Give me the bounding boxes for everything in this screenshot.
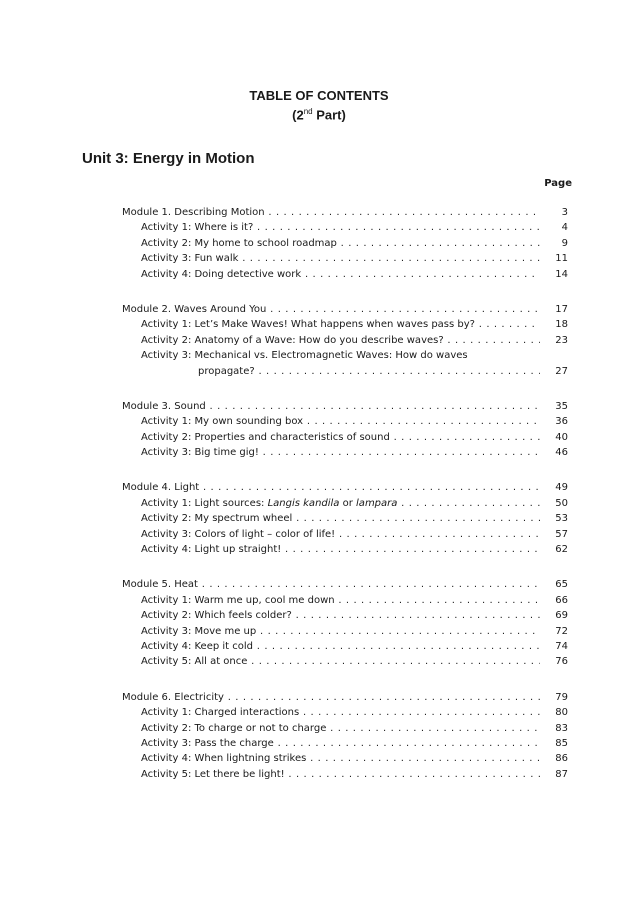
toc-activity-row[interactable] [0,608,638,623]
toc-activity-row-label: Activity 2: My home to school roadmap . . . [141,236,540,251]
toc-activity-row-page: 80 [555,707,568,719]
toc-activity-row-page: 66 [555,594,568,606]
toc-activity-row[interactable] [0,593,638,608]
toc-activity-continuation-page: 27 [555,365,568,377]
toc-module-row[interactable] [0,205,638,220]
toc-module-row[interactable] [0,399,638,414]
toc-module-row-label: Module 3. Sound . . . [122,399,540,414]
toc-activity-row[interactable] [0,317,638,332]
toc-activity-row[interactable] [0,348,638,363]
toc-activity-row-label: Activity 3: Mechanical vs. Electromagnetic Waves: How do waves [141,350,468,362]
toc-activity-row-label: Activity 1: Let’s Make Waves! What happens when waves pass by? . . . [141,317,540,332]
toc-activity-row-page: 18 [555,319,568,331]
toc-subtitle [0,107,638,122]
toc-activity-row-label: Activity 3: Fun walk . . . [141,251,540,266]
toc-activity-row[interactable] [0,445,638,460]
toc-activity-row-label: Activity 4: Light up straight! . . . [141,542,540,557]
toc-module-row-page: 17 [555,303,568,315]
toc-activity-row[interactable] [0,542,638,557]
toc-activity-row[interactable] [0,654,638,669]
toc-module-row-page: 65 [555,579,568,591]
toc-activity-row-page: 36 [555,416,568,428]
toc-activity-row[interactable] [0,267,638,282]
subtitle-suffix: Part) [312,107,346,123]
toc-activity-row[interactable] [0,251,638,266]
toc-activity-row-page: 74 [555,640,568,652]
toc-activity-row-page: 40 [555,431,568,443]
toc-activity-row[interactable] [0,496,638,511]
unit-heading: Unit 3: Energy in Motion [82,150,255,167]
toc-module-row[interactable] [0,302,638,317]
toc-activity-row-label: Activity 4: Doing detective work . . . [141,267,540,282]
toc-module [0,205,638,282]
toc-activity-row-page: 11 [555,253,568,265]
toc-activity-continuation[interactable] [0,364,638,379]
toc-activity-row-page: 14 [555,268,568,280]
toc-activity-row-label: Activity 2: To charge or not to charge . . . [141,721,540,736]
toc-activity-row-label: Activity 2: Properties and characteristics of sound . . . [141,430,540,445]
toc-activity-row-label: Activity 3: Pass the charge . . . [141,736,540,751]
toc-activity-row-label: Activity 3: Move me up . . . [141,624,540,639]
toc-activity-row[interactable] [0,751,638,766]
toc-module-row[interactable] [0,480,638,495]
toc-activity-row[interactable] [0,736,638,751]
toc-activity-row-label: Activity 5: All at once . . . [141,654,540,669]
toc-title: TABLE OF CONTENTS [249,88,389,103]
toc-module-row[interactable] [0,577,638,592]
toc-module-row-label: Module 4. Light . . . [122,480,540,495]
toc-activity-row-page: 9 [561,237,568,249]
toc-module-row-label: Module 1. Describing Motion . . . [122,205,540,220]
toc-activity-row[interactable] [0,639,638,654]
toc-activity-row-page: 57 [555,528,568,540]
toc-activity-row[interactable] [0,220,638,235]
toc-activity-row-page: 85 [555,737,568,749]
toc-activity-row[interactable] [0,333,638,348]
toc-activity-row-label: Activity 1: Light sources: Langis kandila or lampara . . . [141,496,540,511]
toc-module-row-page: 3 [561,207,568,218]
toc-activity-row-label: Activity 2: Which feels colder? . . . [141,608,540,623]
toc-module-row-label: Module 6. Electricity . . . [122,690,540,705]
toc-activity-row-page: 76 [555,656,568,668]
toc-module-row[interactable] [0,690,638,705]
toc-list [0,205,638,802]
toc-activity-row-label: Activity 1: Charged interactions . . . [141,705,540,720]
toc-activity-row-label: Activity 1: Where is it? . . . [141,220,540,235]
toc-activity-row-label: Activity 5: Let there be light! . . . [141,767,540,782]
toc-activity-row-page: 53 [555,513,568,525]
toc-activity-row-page: 83 [555,722,568,734]
toc-activity-row[interactable] [0,721,638,736]
toc-activity-row-page: 87 [555,768,568,780]
toc-activity-row-page: 86 [555,753,568,765]
toc-activity-row-label: Activity 4: When lightning strikes . . . [141,751,540,766]
toc-activity-row-label: Activity 4: Keep it cold . . . [141,639,540,654]
toc-activity-row[interactable] [0,236,638,251]
subtitle-sup: nd [303,107,313,116]
toc-module-row-label: Module 2. Waves Around You . . . [122,302,540,317]
toc-activity-row-label: Activity 2: Anatomy of a Wave: How do you describe waves? . . . [141,333,540,348]
toc-module-row-label: Module 5. Heat . . . [122,577,540,592]
toc-activity-row-label: Activity 3: Colors of light – color of life! . . . [141,527,540,542]
toc-module [0,577,638,669]
toc-activity-row[interactable] [0,705,638,720]
toc-activity-row[interactable] [0,430,638,445]
toc-activity-row-label: Activity 1: My own sounding box . . . [141,414,540,429]
toc-module [0,690,638,782]
toc-activity-row[interactable] [0,767,638,782]
subtitle-prefix: (2 [292,107,304,123]
toc-activity-row[interactable] [0,414,638,429]
toc-activity-row-page: 4 [561,222,568,234]
toc-activity-row-label: Activity 3: Big time gig! . . . [141,445,540,460]
page-column-header: Page [544,178,572,189]
toc-activity-row-page: 50 [555,497,568,509]
toc-activity-row[interactable] [0,511,638,526]
toc-activity-row-page: 46 [555,447,568,459]
toc-activity-row-label: Activity 2: My spectrum wheel . . . [141,511,540,526]
toc-activity-row-page: 23 [555,334,568,346]
toc-activity-row-page: 62 [555,544,568,556]
toc-activity-row[interactable] [0,527,638,542]
toc-activity-row[interactable] [0,624,638,639]
toc-activity-row-page: 72 [555,625,568,637]
toc-activity-row-label: Activity 1: Warm me up, cool me down . . . [141,593,540,608]
toc-module-row-page: 35 [555,400,568,412]
toc-module [0,399,638,461]
toc-activity-row-page: 69 [555,610,568,622]
toc-module-row-page: 49 [555,482,568,494]
toc-activity-continuation-label: propagate? . . . [198,364,540,379]
toc-module [0,480,638,557]
toc-module-row-page: 79 [555,691,568,703]
toc-module [0,302,638,379]
